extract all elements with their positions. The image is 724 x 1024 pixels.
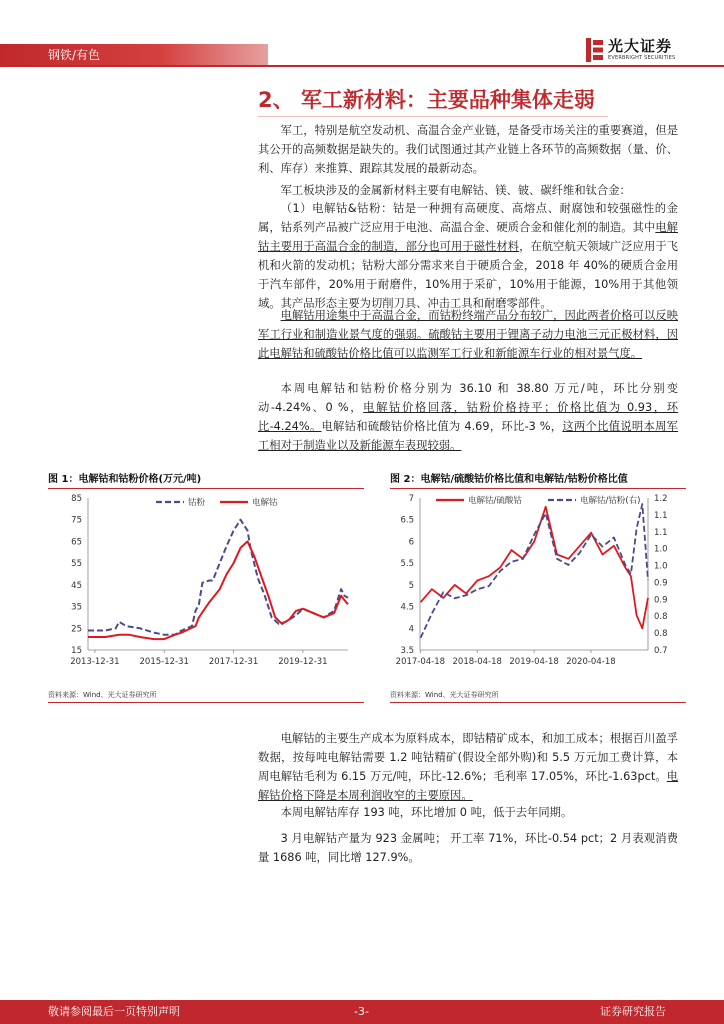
y-left-tick-label: 7 [408, 494, 414, 504]
x-tick-label: 2020-04-18 [566, 657, 616, 667]
y-tick-label: 55 [71, 559, 82, 570]
brand-name-en: EVERBRIGHT SECURITIES [608, 55, 676, 61]
weekly-price-text-a: 本周电解钴和钴粉价格分别为 36.10 和 38.80 万元/吨，环比分别变动-4.24%、0 %， [258, 382, 678, 414]
y-left-tick-label: 4.5 [400, 602, 414, 613]
y-left-tick-label: 3.5 [400, 646, 414, 656]
paragraph-cobalt-highlight: 电解钴主要用于高温合金的制造，部分也可用于磁性材料 [258, 221, 678, 253]
paragraph-cobalt-text-c: ，在航空航天领域广泛应用于飞机和火箭的发动机；钴粉大部分需求来自于硬质合金，2018 年 40%的硬质合金用于汽车部件，20%用于耐磨件，10%用于采矿，10%用于能源，10%用于其他领域。其产品形态主要为切削刀具、冲击工具和耐磨零部件。 [258, 240, 678, 310]
y-tick-label: 85 [71, 494, 82, 504]
figure-1-rule [48, 488, 364, 489]
figure-2-chart [390, 490, 686, 680]
y-right-tick-label: 0.8 [654, 612, 668, 623]
series-line-cobalt-ratio-powder [421, 504, 648, 638]
brand-name: 光大证券 [608, 37, 673, 55]
legend-label: 钴粉 [188, 498, 206, 508]
footer-disclaimer: 敬请参阅最后一页特别声明 [48, 1005, 180, 1018]
header-rule [0, 65, 724, 67]
y-tick-label: 15 [71, 646, 82, 656]
paragraph-usage: 电解钴用途集中于高温合金，而钴粉终端产品分布较广，因此两者价格可以反映军工行业和制造业景气度的强弱。硫酸钴主要用于锂离子动力电池三元正极材料，因此电解钴和硫酸钴价格比值可以监测军工行业和新能源车行业的相对景气度。 [258, 309, 678, 360]
paragraph-inventory: 本周电解钴库存 193 吨，环比增加 0 吨，低于去年同期。 [280, 806, 573, 819]
page-header [0, 0, 724, 65]
weekly-price-conclusion: 这两个比值说明本周军工相对于制造业以及新能源车表现较弱。 [258, 420, 678, 452]
legend-label: 电解钴 [252, 498, 278, 508]
figure-1-chart [48, 490, 364, 680]
brand-logo-icon [586, 38, 604, 62]
y-tick-label: 35 [71, 602, 82, 613]
y-tick-label: 75 [71, 515, 82, 526]
y-right-tick-label: 1.1 [654, 527, 668, 538]
x-tick-label: 2019-04-18 [509, 657, 559, 667]
y-tick-label: 65 [71, 537, 82, 548]
figure-1-source-rule [48, 702, 364, 703]
footer-report-type: 证券研究报告 [600, 1005, 666, 1018]
legend-label: 电解钴/硫酸钴 [468, 496, 522, 506]
figure-2-source: 资料来源：Wind、光大证券研究所 [390, 691, 499, 699]
paragraph-weekly-price [258, 379, 678, 455]
cost-text: 电解钴的主要生产成本为原料成本，即钴精矿成本，和加工成本；根据百川盈孚数据，按每吨电解钴需要 1.2 吨钴精矿(假设全部外购)和 5.5 万元加工费计算，本周电解钴毛利为 6.15 万元/吨，环比-12.6%；毛利率 17.05%，环比-1.63pct。 [258, 732, 678, 783]
figure-1-source: 资料来源：Wind、光大证券研究所 [48, 691, 157, 699]
y-left-tick-label: 6.5 [400, 515, 414, 526]
series-line-electrolytic-cobalt [88, 541, 348, 639]
y-tick-label: 45 [71, 580, 82, 591]
paragraph-materials: 军工板块涉及的金属新材料主要有电解钴、镁、铍、碳纤维和钛合金： [280, 184, 631, 197]
category-strip [0, 44, 268, 66]
page-footer [0, 1000, 724, 1024]
y-left-tick-label: 5 [408, 580, 414, 591]
section-title: 2、 军工新材料：主要品种集体走弱 [258, 88, 595, 112]
paragraph-cost [258, 729, 678, 805]
legend-label: 电解钴/钴粉(右) [580, 496, 641, 506]
figure-2-rule [390, 488, 686, 489]
y-right-tick-label: 1.2 [654, 494, 668, 504]
x-tick-label: 2013-12-31 [70, 657, 120, 667]
x-tick-label: 2018-04-18 [452, 657, 502, 667]
brand-logo [586, 38, 686, 64]
y-right-tick-label: 0.8 [654, 629, 668, 640]
y-right-tick-label: 1.1 [654, 510, 668, 521]
cost-conclusion: 电解钴价格下降是本周利润收窄的主要原因。 [258, 770, 678, 802]
x-tick-label: 2017-04-18 [395, 657, 446, 667]
series-line-cobalt-ratio-sulfate [421, 507, 648, 629]
paragraph-production: 3 月电解钴产量为 923 金属吨； 开工率 71%，环比-0.54 pct；2 月表观消费量 1686 吨，同比增 127.9%。 [258, 832, 678, 864]
x-tick-label: 2019-12-31 [278, 657, 328, 667]
y-right-tick-label: 0.9 [654, 595, 668, 606]
y-left-tick-label: 4 [408, 624, 414, 635]
paragraph-cobalt-text-a: （1）电解钴&钴粉：钴是一种拥有高硬度、高熔点、耐腐蚀和较强磁性的金属，钴系列产品被广泛应用于电池、高温合金、硬质合金和催化剂的制造。其中 [258, 202, 678, 234]
figure-2-title: 图 2：电解钴/硫酸钴价格比值和电解钴/钴粉价格比值 [390, 474, 628, 485]
section-title-underline [258, 116, 608, 117]
x-tick-label: 2017-12-31 [208, 657, 259, 667]
figure-2-source-rule [390, 702, 686, 703]
series-line-cobalt-powder [88, 520, 348, 635]
x-tick-label: 2015-12-31 [139, 657, 189, 667]
y-right-tick-label: 1.0 [654, 544, 668, 555]
y-tick-label: 25 [71, 624, 82, 635]
y-left-tick-label: 5.5 [400, 559, 414, 570]
y-right-tick-label: 0.7 [654, 646, 668, 656]
weekly-price-text-c: 电解钴和硫酸钴价格比值为 4.69，环比-3 %， [321, 420, 563, 433]
y-right-tick-label: 0.9 [654, 578, 668, 589]
category-label: 钢铁/有色 [48, 48, 101, 62]
weekly-price-highlight: 电解钴价格回落，钴粉价格持平；价格比值为 0.93，环比-4.24%。 [258, 401, 678, 433]
figure-1-title: 图 1：电解钴和钴粉价格(万元/吨) [48, 474, 202, 485]
page-number: -3- [354, 1005, 369, 1018]
paragraph-intro: 军工，特别是航空发动机、高温合金产业链，是备受市场关注的重要赛道，但是其公开的高频数据是缺失的。我们试图通过其产业链上各环节的高频数据（量、价、利、库存）来推算、跟踪其发展的最新动态。 [258, 124, 678, 175]
y-left-tick-label: 6 [408, 537, 414, 548]
paragraph-cobalt [258, 199, 678, 313]
y-right-tick-label: 1.0 [654, 561, 668, 572]
